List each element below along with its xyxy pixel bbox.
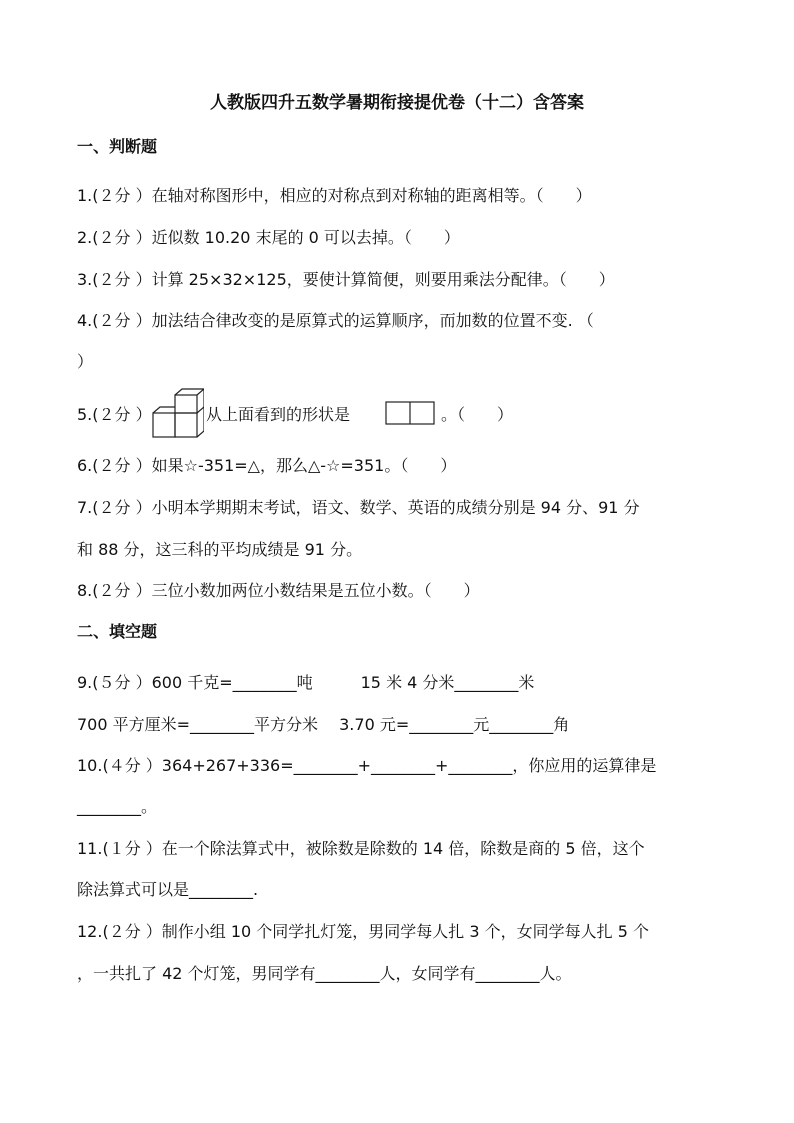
question-4-line2: ） (77, 352, 94, 371)
question-11-line1: 11.(１分 ）在一个除法算式中，被除数是除数的 14 倍，除数是商的 5 倍，这个 (77, 839, 645, 858)
question-9-line1: 9.(５分 ）600 千克=________吨 15 米 4 分米________米 (77, 673, 535, 692)
question-12-line1: 12.(２分 ）制作小组 10 个同学扎灯笼，男同学每人扎 3 个，女同学每人扎 5 个 (77, 922, 650, 941)
question-5-suffix: 。（ ） (441, 405, 514, 424)
question-10-line2: ________。 (77, 797, 158, 816)
question-5-text: 从上面看到的形状是 (206, 405, 351, 424)
question-4-line1: 4.(２分 ）加法结合律改变的是原算式的运算顺序，而加数的位置不变. （ (77, 311, 594, 330)
question-8: 8.(２分 ）三位小数加两位小数结果是五位小数。（ ） (77, 581, 480, 600)
stacked-cubes-figure (152, 388, 204, 438)
top-view-figure (385, 401, 435, 425)
section-judgement: 一、判断题 (77, 137, 158, 156)
question-3: 3.(２分 ）计算 25×32×125，要使计算简便，则要用乘法分配律。（ ） (77, 270, 615, 289)
section-fill-in: 二、填空题 (77, 622, 158, 641)
question-5-prefix: 5.(２分 ） (77, 405, 152, 424)
question-2: 2.(２分 ）近似数 10.20 末尾的 0 可以去掉。（ ） (77, 228, 460, 247)
question-7-line2: 和 88 分，这三科的平均成绩是 91 分。 (77, 540, 363, 559)
page-title: 人教版四升五数学暑期衔接提优卷（十二）含答案 (210, 93, 584, 113)
question-10-line1: 10.(４分 ）364+267+336=________+________+________，你应用的运算律是 (77, 756, 657, 775)
question-1: 1.(２分 ）在轴对称图形中，相应的对称点到对称轴的距离相等。（ ） (77, 186, 592, 205)
question-9-line2: 700 平方厘米=________平方分米 3.70 元=________元________角 (77, 715, 570, 734)
question-12-line2: ，一共扎了 42 个灯笼，男同学有________人，女同学有________人。 (77, 964, 572, 983)
question-11-line2: 除法算式可以是________. (77, 880, 259, 899)
question-7-line1: 7.(２分 ）小明本学期期末考试，语文、数学、英语的成绩分别是 94 分、91 分 (77, 498, 640, 517)
question-6: 6.(２分 ）如果☆-351=△，那么△-☆=351。（ ） (77, 456, 457, 475)
